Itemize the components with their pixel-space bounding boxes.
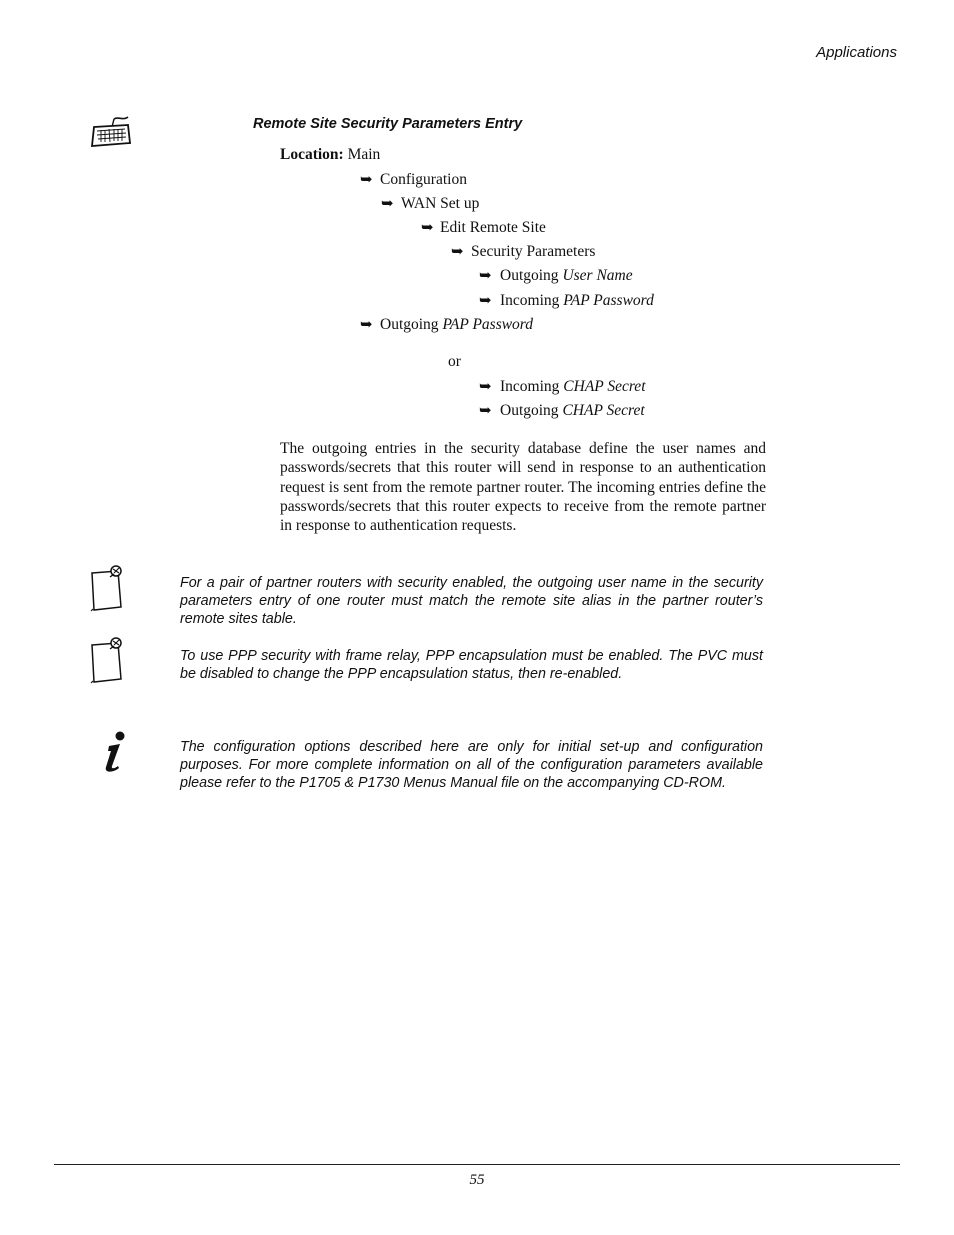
submenu-arrow-icon: ➥	[360, 317, 373, 333]
path-step: ➥ Configuration	[360, 171, 467, 188]
note-text: To use PPP security with frame relay, PPP encapsulation must be enabled. The PVC must be disabled to change the PPP encapsulation status, then re-enabled.	[180, 648, 763, 682]
body-paragraph: The outgoing entries in the security database define the user names and passwords/secrets that this router will send in response to an authentication request is sent from the remote partner router. The incoming entries define the passwords/secrets that this router expects to receive from the remote partner in response to authentication requests.	[280, 440, 766, 535]
submenu-arrow-icon: ➥	[479, 379, 492, 395]
path-step: ➥ Outgoing CHAP Secret	[479, 402, 645, 419]
pinned-note-icon	[88, 635, 128, 685]
submenu-arrow-icon: ➥	[421, 220, 434, 236]
note-text: For a pair of partner routers with security enabled, the outgoing user name in the security parameters entry of one router must match the remote site alias in the partner router’s remote sites table.	[180, 575, 763, 627]
or-separator: or	[448, 353, 461, 370]
submenu-arrow-icon: ➥	[381, 196, 394, 212]
path-step: ➥ WAN Set up	[381, 195, 480, 212]
path-step: ➥ Incoming CHAP Secret	[479, 378, 646, 395]
info-text: The configuration options described here are only for initial set-up and configuration purposes. For more complete information on all of the configuration parameters available please refer to the P1705 & P1730 Menus Manual file on the accompanying CD-ROM.	[180, 739, 763, 791]
page-number: 55	[469, 1172, 485, 1188]
submenu-arrow-icon: ➥	[479, 293, 492, 309]
footer-rule	[54, 1164, 900, 1165]
submenu-arrow-icon: ➥	[451, 244, 464, 260]
submenu-arrow-icon: ➥	[360, 172, 373, 188]
pinned-note-icon	[88, 563, 128, 613]
running-header: Applications	[816, 44, 897, 61]
path-step: ➥ Incoming PAP Password	[479, 292, 654, 309]
keyboard-icon	[88, 115, 132, 149]
info-icon	[98, 730, 132, 774]
location-label: Location:	[280, 146, 344, 163]
path-step: ➥ Outgoing User Name	[479, 267, 633, 284]
location-line	[280, 146, 380, 164]
path-step: ➥ Outgoing PAP Password	[360, 316, 534, 333]
location-root: Main	[347, 146, 381, 163]
path-step: ➥ Edit Remote Site	[421, 219, 546, 236]
submenu-arrow-icon: ➥	[479, 268, 492, 284]
path-step: ➥ Security Parameters	[451, 243, 596, 260]
submenu-arrow-icon: ➥	[479, 403, 492, 419]
section-heading: Remote Site Security Parameters Entry	[253, 116, 523, 132]
